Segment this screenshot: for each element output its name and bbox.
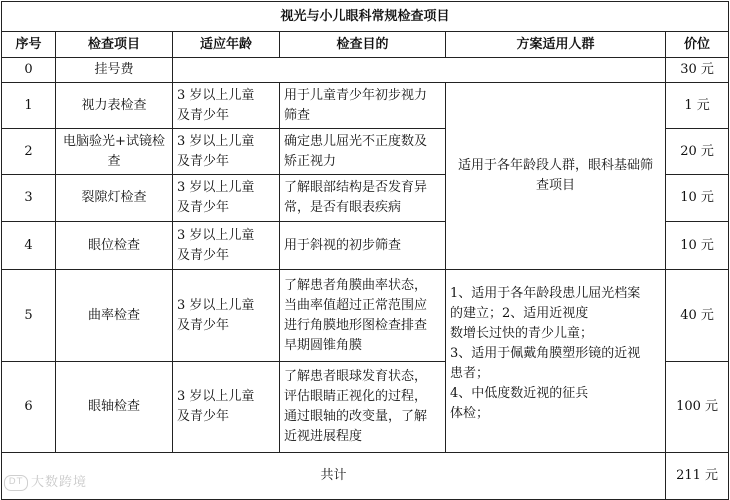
cell-price: 20 元 bbox=[666, 129, 729, 175]
header-purpose: 检查目的 bbox=[280, 32, 446, 58]
header-age: 适应年龄 bbox=[173, 32, 280, 58]
cell-item: 曲率检查 bbox=[56, 270, 173, 362]
cell-group-basic: 适用于各年龄段人群，眼科基础筛 查项目 bbox=[446, 83, 666, 270]
cell-purpose: 确定患儿屈光不正度数及 矫正视力 bbox=[280, 129, 446, 175]
cell-price: 30 元 bbox=[666, 58, 729, 83]
table-row bbox=[2, 270, 729, 362]
cell-item: 眼位检查 bbox=[56, 222, 173, 270]
cell-age: 3 岁以上儿童 及青少年 bbox=[173, 270, 280, 362]
title-row bbox=[2, 2, 729, 32]
cell-group-special: 1、适用于各年龄段患儿屈光档案 的建立；2、适用近视度 数增长过快的青少儿童； 3、适用于佩戴角膜塑形镜的近视 患者； 4、中低度数近视的征兵 体检； bbox=[446, 270, 666, 453]
cell-seq: 0 bbox=[2, 58, 56, 83]
header-seq: 序号 bbox=[2, 32, 56, 58]
table-row bbox=[2, 58, 729, 83]
table-row bbox=[2, 83, 729, 129]
cell-seq: 4 bbox=[2, 222, 56, 270]
total-row bbox=[2, 453, 729, 500]
header-group: 方案适用人群 bbox=[446, 32, 666, 58]
cell-purpose: 用于儿童青少年初步视力 筛查 bbox=[280, 83, 446, 129]
cell-empty bbox=[173, 58, 666, 83]
cell-price: 40 元 bbox=[666, 270, 729, 362]
cell-price: 1 元 bbox=[666, 83, 729, 129]
cell-price: 10 元 bbox=[666, 175, 729, 222]
brand-logo-icon: DT bbox=[4, 475, 28, 491]
table-title: 视光与小儿眼科常规检查项目 bbox=[2, 2, 729, 32]
cell-seq: 2 bbox=[2, 129, 56, 175]
cell-item: 眼轴检查 bbox=[56, 362, 173, 453]
cell-seq: 3 bbox=[2, 175, 56, 222]
exam-items-table bbox=[1, 1, 729, 500]
cell-purpose: 了解患者眼球发育状态， 评估眼睛正视化的过程， 通过眼轴的改变量，了解 近视进展程度 bbox=[280, 362, 446, 453]
header-row bbox=[2, 32, 729, 58]
cell-seq: 5 bbox=[2, 270, 56, 362]
cell-item: 挂号费 bbox=[56, 58, 173, 83]
cell-purpose: 了解患者角膜曲率状态， 当曲率值超过正常范围应 进行角膜地形图检查排查 早期圆锥角膜 bbox=[280, 270, 446, 362]
cell-purpose: 用于斜视的初步筛查 bbox=[280, 222, 446, 270]
total-label: 共计 bbox=[2, 453, 666, 500]
header-item: 检查项目 bbox=[56, 32, 173, 58]
cell-age: 3 岁以上儿童 及青少年 bbox=[173, 362, 280, 453]
watermark-text: 大数跨境 bbox=[31, 475, 88, 490]
header-price: 价位 bbox=[666, 32, 729, 58]
cell-item: 电脑验光+试镜检 查 bbox=[56, 129, 173, 175]
total-price: 211 元 bbox=[666, 453, 729, 500]
cell-price: 10 元 bbox=[666, 222, 729, 270]
cell-item: 视力表检查 bbox=[56, 83, 173, 129]
cell-price: 100 元 bbox=[666, 362, 729, 453]
cell-age: 3 岁以上儿童 及青少年 bbox=[173, 175, 280, 222]
cell-age: 3 岁以上儿童 及青少年 bbox=[173, 222, 280, 270]
cell-age: 3 岁以上儿童 及青少年 bbox=[173, 83, 280, 129]
cell-age: 3 岁以上儿童 及青少年 bbox=[173, 129, 280, 175]
cell-purpose: 了解眼部结构是否发育异 常，是否有眼表疾病 bbox=[280, 175, 446, 222]
cell-seq: 6 bbox=[2, 362, 56, 453]
cell-seq: 1 bbox=[2, 83, 56, 129]
cell-item: 裂隙灯检查 bbox=[56, 175, 173, 222]
watermark bbox=[4, 471, 87, 491]
